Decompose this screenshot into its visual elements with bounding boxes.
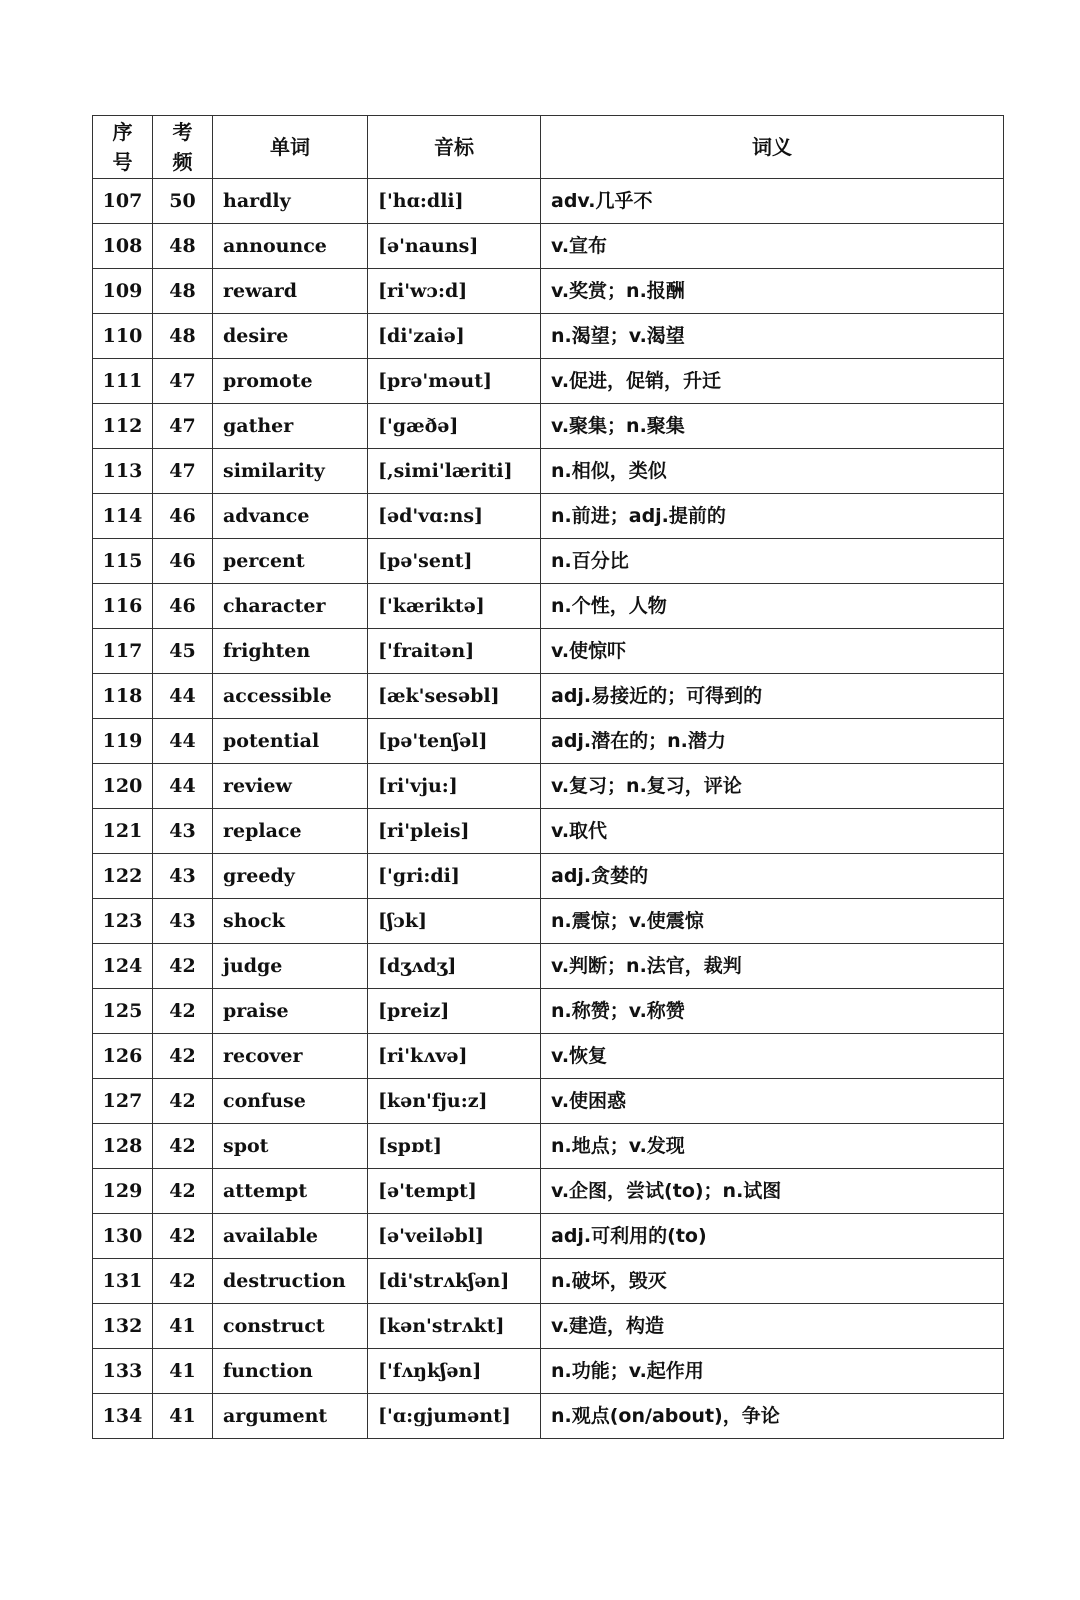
row-meaning: v.取代	[541, 809, 1004, 854]
row-number: 120	[93, 764, 153, 809]
row-number: 115	[93, 539, 153, 584]
header-index-line2: 号	[112, 150, 133, 174]
row-frequency: 50	[153, 179, 213, 224]
row-meaning: v.判断；n.法官，裁判	[541, 944, 1004, 989]
row-frequency: 42	[153, 1034, 213, 1079]
row-number: 117	[93, 629, 153, 674]
table-row	[93, 719, 1004, 764]
row-frequency: 42	[153, 1259, 213, 1304]
row-phonetic: [prə'məut]	[368, 359, 541, 404]
row-number: 128	[93, 1124, 153, 1169]
row-frequency: 46	[153, 539, 213, 584]
table-row	[93, 179, 1004, 224]
table-row	[93, 539, 1004, 584]
row-frequency: 43	[153, 809, 213, 854]
table-row	[93, 1259, 1004, 1304]
row-word: frighten	[213, 629, 368, 674]
row-number: 125	[93, 989, 153, 1034]
row-meaning: adj.易接近的；可得到的	[541, 674, 1004, 719]
table-row	[93, 314, 1004, 359]
row-word: function	[213, 1349, 368, 1394]
row-meaning: adj.潜在的；n.潜力	[541, 719, 1004, 764]
table-row	[93, 1169, 1004, 1214]
row-phonetic: [ri'kʌvə]	[368, 1034, 541, 1079]
row-phonetic: ['fʌŋkʃən]	[368, 1349, 541, 1394]
header-meaning: 词义	[541, 116, 1004, 179]
row-number: 122	[93, 854, 153, 899]
row-number: 127	[93, 1079, 153, 1124]
row-word: attempt	[213, 1169, 368, 1214]
row-number: 121	[93, 809, 153, 854]
row-meaning: n.称赞；v.称赞	[541, 989, 1004, 1034]
row-meaning: n.震惊；v.使震惊	[541, 899, 1004, 944]
row-meaning: v.使惊吓	[541, 629, 1004, 674]
row-frequency: 42	[153, 1079, 213, 1124]
row-number: 134	[93, 1394, 153, 1439]
row-phonetic: ['kæriktə]	[368, 584, 541, 629]
row-frequency: 47	[153, 404, 213, 449]
row-word: shock	[213, 899, 368, 944]
row-frequency: 41	[153, 1304, 213, 1349]
row-word: character	[213, 584, 368, 629]
table-row	[93, 629, 1004, 674]
row-number: 110	[93, 314, 153, 359]
row-frequency: 48	[153, 314, 213, 359]
header-frequency-line1: 考	[172, 120, 193, 144]
row-word: spot	[213, 1124, 368, 1169]
row-frequency: 44	[153, 719, 213, 764]
row-frequency: 43	[153, 899, 213, 944]
row-meaning: adj.可利用的(to)	[541, 1214, 1004, 1259]
row-frequency: 47	[153, 359, 213, 404]
row-phonetic: [ri'vju:]	[368, 764, 541, 809]
row-number: 123	[93, 899, 153, 944]
row-word: judge	[213, 944, 368, 989]
row-phonetic: [ə'veiləbl]	[368, 1214, 541, 1259]
table-row	[93, 1304, 1004, 1349]
row-frequency: 42	[153, 1214, 213, 1259]
row-phonetic: [dʒʌdʒ]	[368, 944, 541, 989]
row-word: similarity	[213, 449, 368, 494]
table-row	[93, 1079, 1004, 1124]
table-row	[93, 989, 1004, 1034]
row-meaning: n.个性，人物	[541, 584, 1004, 629]
row-frequency: 42	[153, 944, 213, 989]
row-frequency: 41	[153, 1394, 213, 1439]
row-word: greedy	[213, 854, 368, 899]
table-row	[93, 854, 1004, 899]
header-index	[93, 116, 153, 179]
row-phonetic: [ʃɔk]	[368, 899, 541, 944]
row-number: 114	[93, 494, 153, 539]
row-number: 107	[93, 179, 153, 224]
table-body	[93, 179, 1004, 1439]
table-row	[93, 269, 1004, 314]
row-word: desire	[213, 314, 368, 359]
row-meaning: v.聚集；n.聚集	[541, 404, 1004, 449]
row-number: 124	[93, 944, 153, 989]
table-row	[93, 1394, 1004, 1439]
row-number: 129	[93, 1169, 153, 1214]
row-number: 111	[93, 359, 153, 404]
row-number: 118	[93, 674, 153, 719]
row-meaning: n.功能；v.起作用	[541, 1349, 1004, 1394]
row-phonetic: [pə'tenʃəl]	[368, 719, 541, 764]
row-meaning: n.相似，类似	[541, 449, 1004, 494]
row-meaning: v.复习；n.复习，评论	[541, 764, 1004, 809]
row-frequency: 42	[153, 989, 213, 1034]
row-phonetic: [əd'vɑ:ns]	[368, 494, 541, 539]
row-number: 113	[93, 449, 153, 494]
row-word: destruction	[213, 1259, 368, 1304]
vocabulary-table	[92, 115, 1004, 1439]
row-frequency: 48	[153, 269, 213, 314]
row-number: 109	[93, 269, 153, 314]
row-frequency: 48	[153, 224, 213, 269]
row-meaning: n.地点；v.发现	[541, 1124, 1004, 1169]
table-row	[93, 404, 1004, 449]
row-phonetic: [di'zaiə]	[368, 314, 541, 359]
row-word: review	[213, 764, 368, 809]
row-number: 132	[93, 1304, 153, 1349]
row-meaning: v.建造，构造	[541, 1304, 1004, 1349]
row-word: percent	[213, 539, 368, 584]
row-word: advance	[213, 494, 368, 539]
row-word: replace	[213, 809, 368, 854]
row-word: praise	[213, 989, 368, 1034]
row-number: 133	[93, 1349, 153, 1394]
row-frequency: 44	[153, 674, 213, 719]
header-phonetic: 音标	[368, 116, 541, 179]
row-phonetic: ['ɑ:gjumənt]	[368, 1394, 541, 1439]
row-number: 108	[93, 224, 153, 269]
row-number: 126	[93, 1034, 153, 1079]
row-word: available	[213, 1214, 368, 1259]
row-phonetic: [ri'wɔ:d]	[368, 269, 541, 314]
row-word: reward	[213, 269, 368, 314]
row-frequency: 47	[153, 449, 213, 494]
row-number: 119	[93, 719, 153, 764]
row-phonetic: [,simi'læriti]	[368, 449, 541, 494]
row-phonetic: ['hɑ:dli]	[368, 179, 541, 224]
row-phonetic: ['gri:di]	[368, 854, 541, 899]
row-phonetic: [ri'pleis]	[368, 809, 541, 854]
row-meaning: n.渴望；v.渴望	[541, 314, 1004, 359]
table-row	[93, 809, 1004, 854]
row-meaning: v.促进，促销，升迁	[541, 359, 1004, 404]
row-phonetic: ['fraitən]	[368, 629, 541, 674]
row-meaning: n.破坏，毁灭	[541, 1259, 1004, 1304]
row-meaning: n.百分比	[541, 539, 1004, 584]
row-word: promote	[213, 359, 368, 404]
table-header	[93, 116, 1004, 179]
row-word: recover	[213, 1034, 368, 1079]
row-phonetic: [æk'sesəbl]	[368, 674, 541, 719]
row-frequency: 42	[153, 1169, 213, 1214]
row-frequency: 41	[153, 1349, 213, 1394]
table-row	[93, 1124, 1004, 1169]
row-phonetic: [spɒt]	[368, 1124, 541, 1169]
row-frequency: 46	[153, 494, 213, 539]
row-phonetic: [ə'tempt]	[368, 1169, 541, 1214]
row-meaning: v.使困惑	[541, 1079, 1004, 1124]
row-word: gather	[213, 404, 368, 449]
row-meaning: adv.几乎不	[541, 179, 1004, 224]
header-frequency-line2: 频	[172, 150, 193, 174]
row-number: 130	[93, 1214, 153, 1259]
row-word: accessible	[213, 674, 368, 719]
row-phonetic: [di'strʌkʃən]	[368, 1259, 541, 1304]
row-frequency: 44	[153, 764, 213, 809]
row-phonetic: [kən'fju:z]	[368, 1079, 541, 1124]
table-row	[93, 674, 1004, 719]
table-row	[93, 224, 1004, 269]
row-meaning: v.宣布	[541, 224, 1004, 269]
row-number: 112	[93, 404, 153, 449]
table-row	[93, 1034, 1004, 1079]
row-word: hardly	[213, 179, 368, 224]
row-word: construct	[213, 1304, 368, 1349]
row-word: argument	[213, 1394, 368, 1439]
row-meaning: v.奖赏；n.报酬	[541, 269, 1004, 314]
row-meaning: n.前进；adj.提前的	[541, 494, 1004, 539]
table-row	[93, 1214, 1004, 1259]
header-index-line1: 序	[112, 120, 133, 144]
row-frequency: 43	[153, 854, 213, 899]
row-frequency: 42	[153, 1124, 213, 1169]
header-row	[93, 116, 1004, 179]
row-meaning: adj.贪婪的	[541, 854, 1004, 899]
row-number: 116	[93, 584, 153, 629]
table-row	[93, 494, 1004, 539]
table-row	[93, 359, 1004, 404]
table-row	[93, 764, 1004, 809]
table-row	[93, 944, 1004, 989]
row-word: confuse	[213, 1079, 368, 1124]
header-frequency	[153, 116, 213, 179]
row-word: announce	[213, 224, 368, 269]
row-meaning: v.恢复	[541, 1034, 1004, 1079]
row-word: potential	[213, 719, 368, 764]
row-phonetic: [preiz]	[368, 989, 541, 1034]
table-row	[93, 449, 1004, 494]
row-phonetic: [ə'nauns]	[368, 224, 541, 269]
row-frequency: 45	[153, 629, 213, 674]
table-row	[93, 584, 1004, 629]
row-meaning: n.观点(on/about)，争论	[541, 1394, 1004, 1439]
header-word: 单词	[213, 116, 368, 179]
row-phonetic: [kən'strʌkt]	[368, 1304, 541, 1349]
table-row	[93, 1349, 1004, 1394]
row-phonetic: [pə'sent]	[368, 539, 541, 584]
table-row	[93, 899, 1004, 944]
row-frequency: 46	[153, 584, 213, 629]
row-phonetic: ['gæðə]	[368, 404, 541, 449]
row-meaning: v.企图，尝试(to)；n.试图	[541, 1169, 1004, 1214]
row-number: 131	[93, 1259, 153, 1304]
